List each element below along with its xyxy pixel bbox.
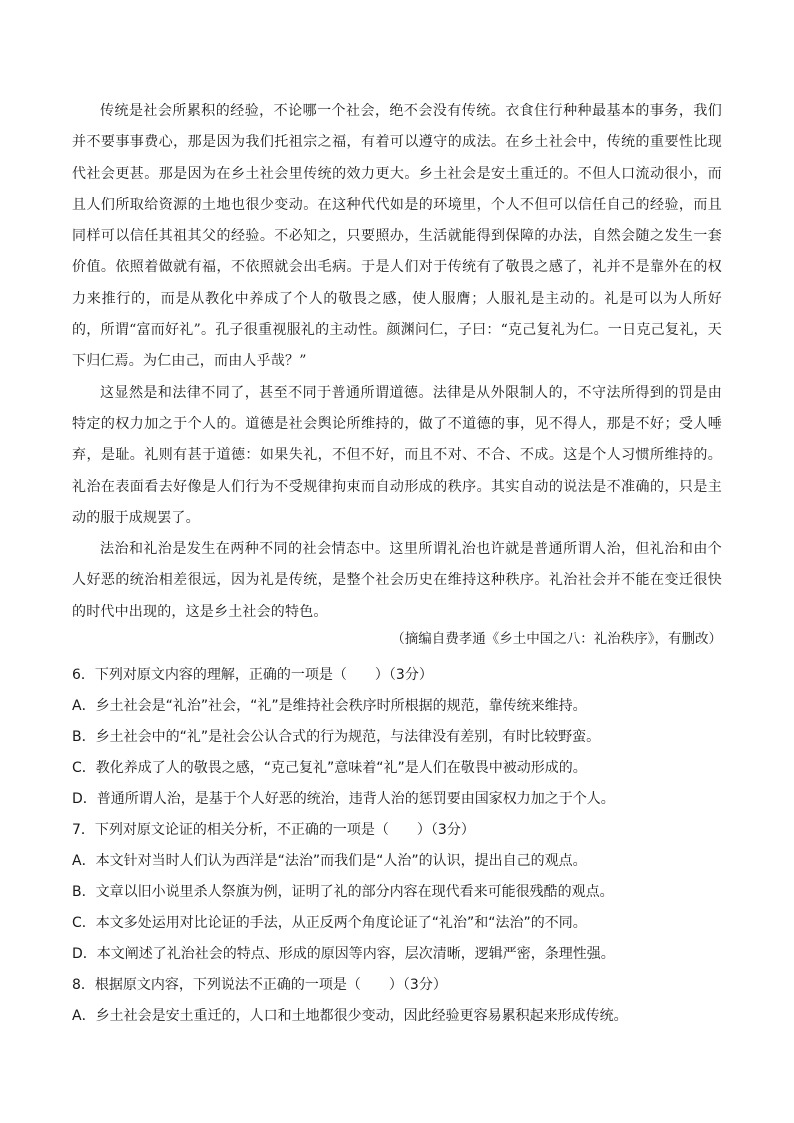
question-7-option-d: D．本文阐述了礼治社会的特点、形成的原因等内容，层次清晰，逻辑严密，条理性强。 <box>72 946 615 962</box>
question-7-stem: 7．下列对原文论证的相关分析，不正确的一项是（ ）（3分） <box>72 822 475 838</box>
question-6-option-d: D．普通所谓人治，是基于个人好恶的统治，违背人治的惩罚要由国家权力加之于个人。 <box>72 791 615 807</box>
question-6-stem: 6．下列对原文内容的理解，正确的一项是（ ）（3分） <box>72 667 433 683</box>
passage-paragraph-3: 法治和礼治是发生在两种不同的社会情态中。这里所谓礼治也许就是普通所谓人治，但礼治和由个人好恶的统治相差很远，因为礼是传统，是整个社会历史在维持这种秩序。礼治社会并不能在变迁很快的时代中出现的，这是乡土社会的特色。 <box>72 541 722 620</box>
question-8-option-a: A．乡土社会是安土重迁的，人口和土地都很少变动，因此经验更容易累积起来形成传统。 <box>72 1008 628 1024</box>
passage-paragraph-1: 传统是社会所累积的经验，不论哪一个社会，绝不会没有传统。衣食住行种种最基本的事务，我们并不要事事费心，那是因为我们托祖宗之福，有着可以遵守的成法。在乡土社会中，传统的重要性比现代社会更甚。那是因为在乡土社会里传统的效力更大。乡土社会是安土重迁的。不但人口流动很小，而且人们所取给资源的土地也很少变动。在这种代代如是的环境里，个人不但可以信任自己的经验，而且同样可以信任其祖其父的经验。不必知之，只要照办，生活就能得到保障的办法，自然会随之发生一套价值。依照着做就有福，不依照就会出毛病。于是人们对于传统有了敬畏之感了，礼并不是靠外在的权力来推行的，而是从教化中养成了个人的敬畏之感，使人服膺；人服礼是主动的。礼是可以为人所好的，所谓“富而好礼”。孔子很重视服礼的主动性。颜渊问仁，子曰：“克己复礼为仁。一日克己复礼，天下归仁焉。为仁由己，而由人乎哉？” <box>72 103 722 370</box>
question-6-option-a: A．乡土社会是“礼治”社会，“礼”是维持社会秩序时所根据的规范，靠传统来维持。 <box>72 698 587 714</box>
question-8-stem: 8．根据原文内容，下列说法不正确的一项是（ ）（3分） <box>72 977 447 993</box>
reading-passage <box>72 96 722 628</box>
passage-source: （摘编自费孝通《乡土中国之八：礼治秩序》，有删改） <box>391 631 722 647</box>
question-7-option-c: C．本文多处运用对比论证的手法，从正反两个角度论证了“礼治”和“法治”的不同。 <box>72 915 587 931</box>
passage-paragraph-2: 这显然是和法律不同了，甚至不同于普通所谓道德。法律是从外限制人的，不守法所得到的罚是由特定的权力加之于个人的。道德是社会舆论所维持的，做了不道德的事，见不得人，那是不好；受人唾弃，是耻。礼则有甚于道德：如果失礼，不但不好，而且不对、不合、不成。这是个人习惯所维持的。礼治在表面看去好像是人们行为不受规律拘束而自动形成的秩序。其实自动的说法是不准确的，只是主动的服于成规罢了。 <box>72 384 722 526</box>
question-6-option-c: C．教化养成了人的敬畏之感，“克己复礼”意味着“礼”是人们在敬畏中被动形成的。 <box>72 760 587 776</box>
question-6-option-b: B．乡土社会中的“礼”是社会公认合式的行为规范，与法律没有差别，有时比较野蛮。 <box>72 729 601 745</box>
question-7-option-b: B．文章以旧小说里杀人祭旗为例，证明了礼的部分内容在现代看来可能很残酷的观点。 <box>72 884 614 900</box>
question-7-option-a: A．本文针对当时人们认为西洋是“法治”而我们是“人治”的认识，提出自己的观点。 <box>72 853 587 869</box>
question-list <box>72 660 732 1032</box>
